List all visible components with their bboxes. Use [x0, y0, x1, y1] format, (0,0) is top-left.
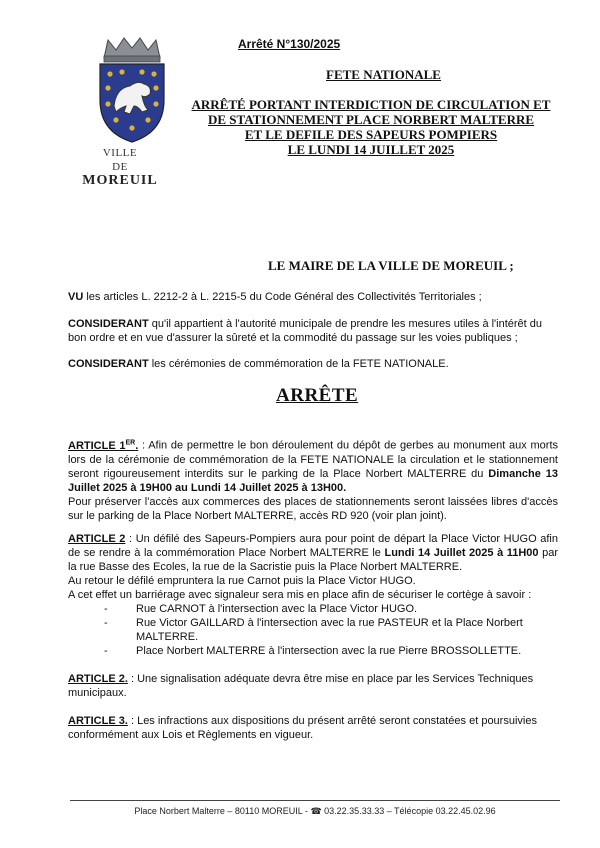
article-1-label	[68, 440, 138, 452]
town-crest	[86, 36, 178, 144]
article-1-label-end: .	[135, 439, 139, 452]
footer-phone: 03.22.35.33.33 – Télécopie 03.22.45.02.96	[321, 806, 496, 816]
considerant-text: les cérémonies de commémoration de la FETE NATIONALE.	[148, 358, 449, 370]
list-item: - Rue CARNOT à l'intersection avec la Place Victor HUGO.	[104, 602, 558, 616]
article-1-label-sup: ER	[125, 439, 136, 446]
decree-number: Arrêté N°130/2025	[238, 37, 341, 51]
decree-subject: FETE NATIONALE	[326, 67, 441, 82]
article-2-route: par la rue Basse des Ecoles, la rue de la Sacristie puis la Place Norbert MALTERRE.	[68, 547, 558, 573]
article-2-barrier: A cet effet un barriérage avec signaleur sera mis en place afin de sécuriser le cortège à savoir :	[68, 589, 532, 601]
considerant-text: qu'il appartient à l'autorité municipale de prendre les mesures utiles à l'intérêt du bon ordre et en vue d'assurer la sûreté et la commodité du passage sur les voies publiques ;	[68, 318, 543, 344]
article-2-return: Au retour le défilé empruntera la rue Carnot puis la Place Victor HUGO.	[68, 575, 416, 587]
mayor-heading: LE MAIRE DE LA VILLE DE MOREUIL ;	[268, 258, 514, 273]
title-line: LE LUNDI 14 JUILLET 2025	[287, 142, 455, 157]
article-1-dates: Dimanche 13 Juillet 2025 à 19H00 au Lundi 14 Juillet 2025 à 13H00.	[68, 467, 558, 494]
list-item: - Place Norbert MALTERRE à l'intersection avec la rue Pierre BROSSOLLETTE.	[104, 644, 558, 658]
article-2b	[68, 672, 558, 700]
barrier-list	[68, 602, 558, 658]
article-2-date: Lundi 14 Juillet 2025 à 11H00	[384, 547, 539, 559]
article-2b-text: : Une signalisation adéquate devra être mise en place par les Services Techniques municipaux.	[68, 673, 534, 699]
coat-of-arms-icon	[86, 36, 178, 144]
article-1-text: : Afin de permettre le bon déroulement du dépôt de gerbes au monument aux morts lors de la cérémonie de commémoration de la FETE NATIONALE la circulation et le stationnement seront rigoureusement interdits sur le parking de la Place Norbert MALTERRE du	[68, 439, 558, 480]
footer-divider	[70, 800, 560, 801]
article-1-text-2: Pour préserver l'accès aux commerces des places de stationnements seront laissées libres d'accès sur le parking de la Place Norbert MALTERRE, accès RD 920 (voir plan joint).	[68, 495, 558, 522]
footer	[70, 806, 560, 817]
article-3-text: : Les infractions aux dispositions du présent arrêté seront constatées et poursuivies conformément aux Lois et Règlements en vigueur.	[68, 715, 537, 741]
title-line: ARRÊTÉ PORTANT INTERDICTION DE CIRCULATION ET	[191, 97, 551, 112]
town-name-line1: VILLE	[102, 147, 138, 159]
town-name-line2: DE	[112, 161, 128, 173]
vu-text: les articles L. 2212-2 à L. 2215-5 du Code Général des Collectivités Territoriales ;	[83, 291, 482, 303]
considerant-label: CONSIDERANT	[68, 318, 149, 330]
telephone-icon: ☎	[310, 806, 322, 816]
article-2-text: : Un défilé des Sapeurs-Pompiers aura pour point de départ la Place Victor HUGO afin de se rendre à la commémoration Place Norbert MALTERRE le	[68, 533, 558, 559]
article-2-intro	[68, 532, 558, 574]
considerant-label: CONSIDERANT	[68, 358, 149, 370]
considerant-paragraph-1	[68, 317, 558, 345]
footer-address: Place Norbert Malterre – 80110 MOREUIL -	[134, 806, 311, 816]
town-name	[60, 146, 180, 188]
decree-title	[186, 97, 556, 157]
article-2	[68, 532, 558, 658]
title-line: ET LE DEFILE DES SAPEURS POMPIERS	[244, 127, 498, 142]
town-name-line3: MOREUIL	[82, 173, 158, 188]
article-3	[68, 714, 558, 742]
list-item: - Rue Victor GAILLARD à l'intersection avec la rue PASTEUR et la Place Norbert MALTERRE.	[104, 616, 558, 644]
considerant-paragraph-2	[68, 357, 558, 371]
title-line: DE STATIONNEMENT PLACE NORBERT MALTERRE	[207, 112, 535, 127]
vu-paragraph	[68, 290, 558, 304]
vu-label: VU	[68, 291, 84, 303]
arrete-heading: ARRÊTE	[276, 385, 359, 406]
article-3-label: ARTICLE 3.	[68, 715, 128, 727]
article-2b-label: ARTICLE 2.	[68, 673, 128, 685]
article-1-label-main: ARTICLE 1	[68, 439, 126, 452]
article-2-label: ARTICLE 2	[68, 533, 126, 545]
article-1	[68, 436, 558, 523]
